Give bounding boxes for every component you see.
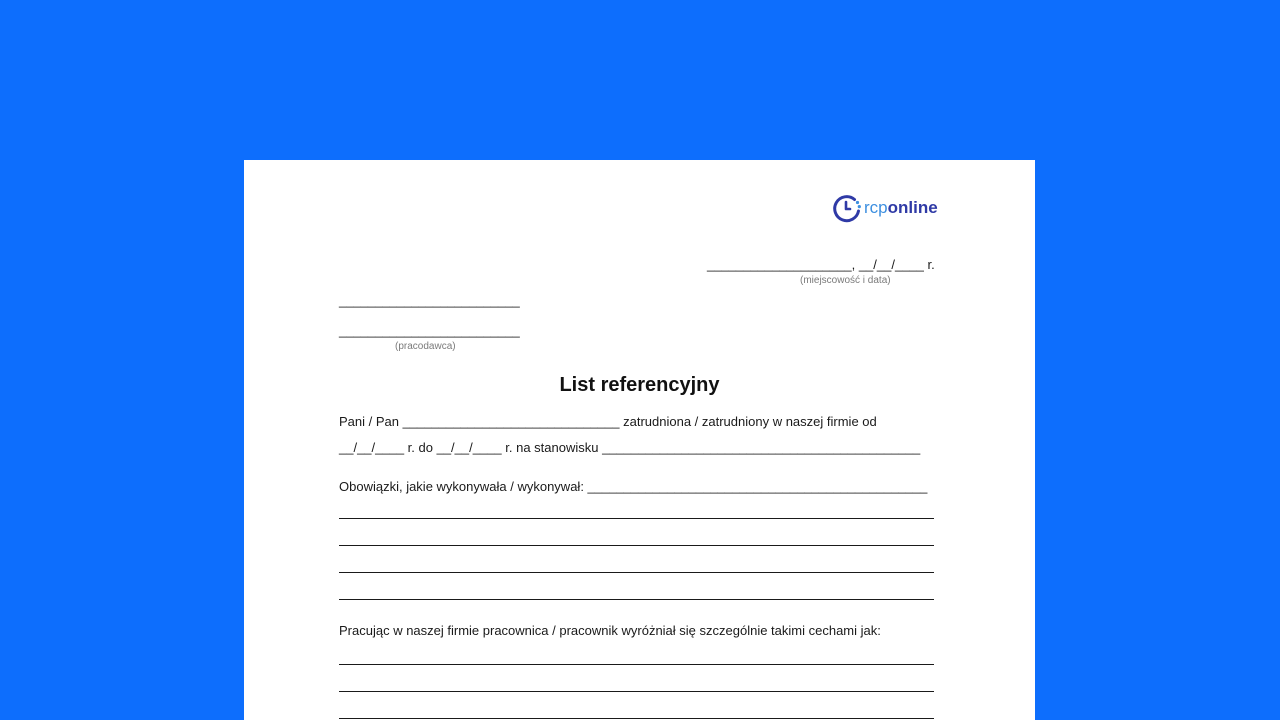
place-date-field: ____________________, __/__/____ r.	[707, 257, 935, 272]
paragraph-employment-line-2: __/__/____ r. do __/__/____ r. na stanowisku ____________________________________________	[339, 440, 921, 455]
logo-text	[864, 193, 938, 223]
qualities-blank-line-2	[339, 691, 934, 692]
rcponline-logo	[832, 193, 938, 223]
duties-blank-line-3	[339, 572, 934, 573]
duties-line: Obowiązki, jakie wykonywała / wykonywał: _______________________________________________	[339, 479, 928, 494]
duties-blank-line-1	[339, 518, 934, 519]
document-title: List referencyjny	[559, 374, 720, 396]
employer-caption: (pracodawca)	[395, 341, 456, 352]
employer-line-2: _________________________	[339, 323, 520, 338]
logo-text-light: rcp	[864, 198, 888, 217]
qualities-blank-line-3	[339, 718, 934, 719]
clock-icon	[832, 193, 862, 223]
duties-blank-line-4	[339, 599, 934, 600]
qualities-blank-line-1	[339, 664, 934, 665]
document-page	[244, 160, 1035, 720]
employer-line-1: _________________________	[339, 293, 520, 308]
duties-blank-line-2	[339, 545, 934, 546]
paragraph-employment-line-1: Pani / Pan ______________________________ zatrudniona / zatrudniony w naszej firmie od	[339, 414, 877, 429]
logo-text-bold: online	[887, 198, 938, 217]
place-date-caption: (miejscowość i data)	[800, 275, 891, 286]
qualities-line: Pracując w naszej firmie pracownica / pracownik wyróżniał się szczególnie takimi cechami jak:	[339, 623, 881, 638]
